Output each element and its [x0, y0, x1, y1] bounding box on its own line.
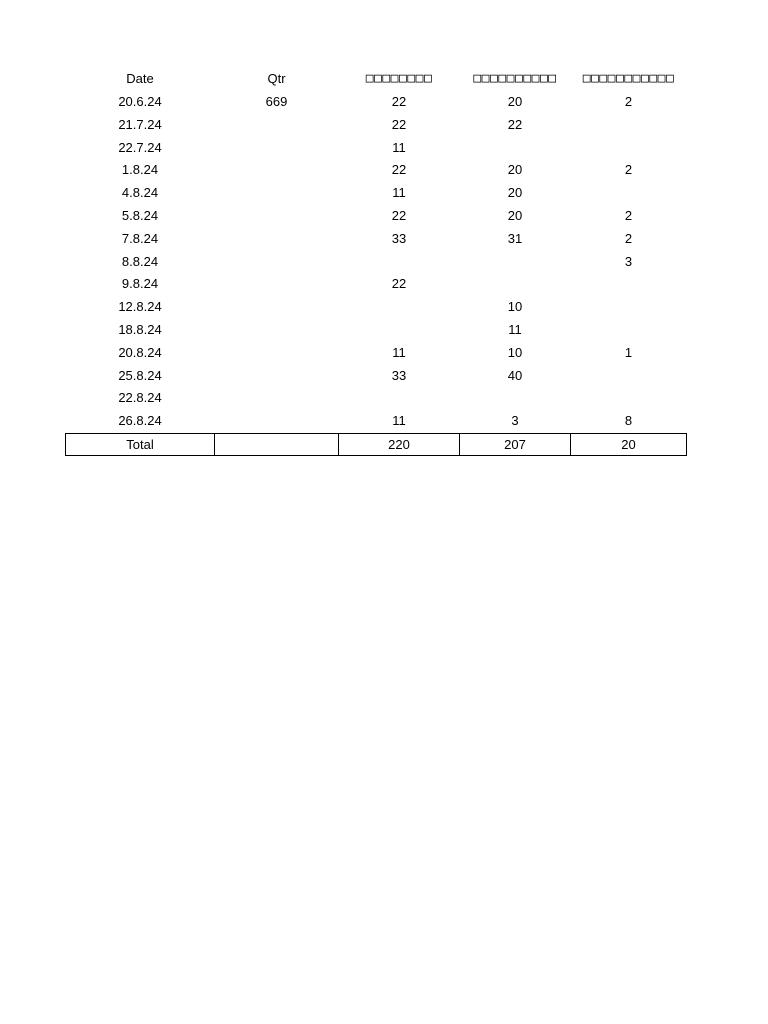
col-4-cell: 22	[507, 116, 523, 132]
total-label: Total	[66, 433, 215, 455]
date-cell: 1.8.24	[121, 162, 159, 178]
qtr-cell	[215, 228, 339, 251]
col-5-cell	[571, 137, 687, 160]
col-4-cell: 10	[507, 344, 523, 360]
header-col-3: □□□□□□□□	[365, 71, 433, 86]
table-row	[66, 296, 687, 319]
total-col-4: 207	[460, 433, 571, 455]
col-5-cell: 1	[624, 344, 633, 360]
col-4-cell: 20	[507, 185, 523, 201]
date-cell: 12.8.24	[118, 299, 162, 315]
col-3-cell: 22	[391, 94, 407, 109]
col-3-cell	[339, 296, 460, 319]
qtr-cell: 669	[265, 94, 288, 109]
date-cell: 22.8.24	[118, 390, 162, 406]
col-5-cell	[571, 182, 687, 205]
table-row	[66, 205, 687, 228]
table-row	[66, 159, 687, 182]
col-3-cell: 11	[392, 413, 406, 429]
qtr-cell	[215, 387, 339, 410]
total-row	[66, 433, 687, 455]
col-4-cell: 20	[507, 162, 523, 178]
qtr-cell	[215, 319, 339, 342]
date-cell: 20.8.24	[118, 344, 162, 360]
col-3-cell: 33	[391, 367, 407, 383]
col-3-cell: 22	[391, 207, 407, 223]
header-col-4: □□□□□□□□□□	[473, 71, 557, 86]
total-col-3: 220	[339, 433, 460, 455]
col-4-cell: 40	[507, 367, 523, 383]
col-4-cell	[460, 137, 571, 160]
col-5-cell	[571, 114, 687, 137]
header-col-5: □□□□□□□□□□□	[582, 71, 675, 86]
col-5-cell: 3	[624, 253, 633, 269]
header-date: Date	[126, 71, 154, 86]
table-body	[66, 91, 687, 433]
table-row	[66, 137, 687, 160]
date-cell: 7.8.24	[121, 230, 159, 246]
col-4-cell	[460, 251, 571, 274]
total-qtr	[215, 433, 339, 455]
date-cell: 22.7.24	[118, 139, 162, 155]
col-4-cell: 31	[507, 230, 523, 246]
col-3-cell	[339, 319, 460, 342]
col-5-cell	[571, 296, 687, 319]
col-3-cell	[339, 251, 460, 274]
table-row	[66, 182, 687, 205]
qtr-cell	[215, 273, 339, 296]
table-row	[66, 342, 687, 365]
col-4-cell: 3	[511, 413, 519, 429]
col-4-cell: 20	[507, 207, 523, 223]
qtr-cell	[215, 137, 339, 160]
col-4-cell: 10	[507, 299, 523, 315]
col-4-cell	[460, 387, 571, 410]
qtr-cell	[215, 342, 339, 365]
qtr-cell	[215, 365, 339, 388]
table-row	[66, 114, 687, 137]
col-3-cell: 22	[391, 162, 407, 178]
table-row	[66, 251, 687, 274]
table-row	[66, 273, 687, 296]
table-row	[66, 387, 687, 410]
col-3-cell: 11	[392, 185, 406, 201]
col-5-cell: 2	[624, 230, 633, 246]
table-row	[66, 319, 687, 342]
qtr-cell	[215, 205, 339, 228]
col-3-cell	[339, 387, 460, 410]
date-cell: 21.7.24	[118, 116, 162, 132]
total-col-5: 20	[571, 433, 687, 455]
qtr-cell	[215, 159, 339, 182]
date-cell: 9.8.24	[121, 276, 159, 292]
col-3-cell: 22	[391, 276, 407, 292]
col-5-cell	[571, 365, 687, 388]
date-cell: 5.8.24	[121, 207, 159, 223]
col-5-cell	[571, 319, 687, 342]
data-table	[65, 66, 687, 456]
col-3-cell: 22	[391, 116, 407, 132]
col-5-cell	[571, 273, 687, 296]
qtr-cell	[215, 182, 339, 205]
col-5-cell	[571, 387, 687, 410]
qtr-cell	[215, 296, 339, 319]
date-cell: 4.8.24	[121, 185, 159, 201]
table-row	[66, 365, 687, 388]
date-cell: 20.6.24	[118, 94, 162, 109]
col-5-cell: 8	[624, 413, 633, 429]
header-qtr: Qtr	[267, 71, 286, 86]
date-cell: 18.8.24	[118, 321, 162, 337]
col-4-cell: 20	[507, 94, 523, 109]
col-5-cell: 2	[624, 162, 633, 178]
qtr-cell	[215, 114, 339, 137]
table-row	[66, 228, 687, 251]
col-5-cell: 2	[624, 94, 633, 109]
qtr-cell	[215, 251, 339, 274]
col-3-cell: 33	[391, 230, 407, 246]
spreadsheet-page	[65, 66, 686, 456]
qtr-cell	[215, 410, 339, 433]
date-cell: 8.8.24	[121, 253, 159, 269]
table-row	[66, 91, 687, 114]
header-row	[66, 66, 687, 91]
col-3-cell: 11	[392, 139, 406, 155]
date-cell: 26.8.24	[118, 413, 162, 429]
col-4-cell: 11	[508, 321, 522, 337]
col-4-cell	[460, 273, 571, 296]
table-row	[66, 410, 687, 433]
col-3-cell: 11	[392, 344, 406, 360]
date-cell: 25.8.24	[118, 367, 162, 383]
col-5-cell: 2	[624, 207, 633, 223]
